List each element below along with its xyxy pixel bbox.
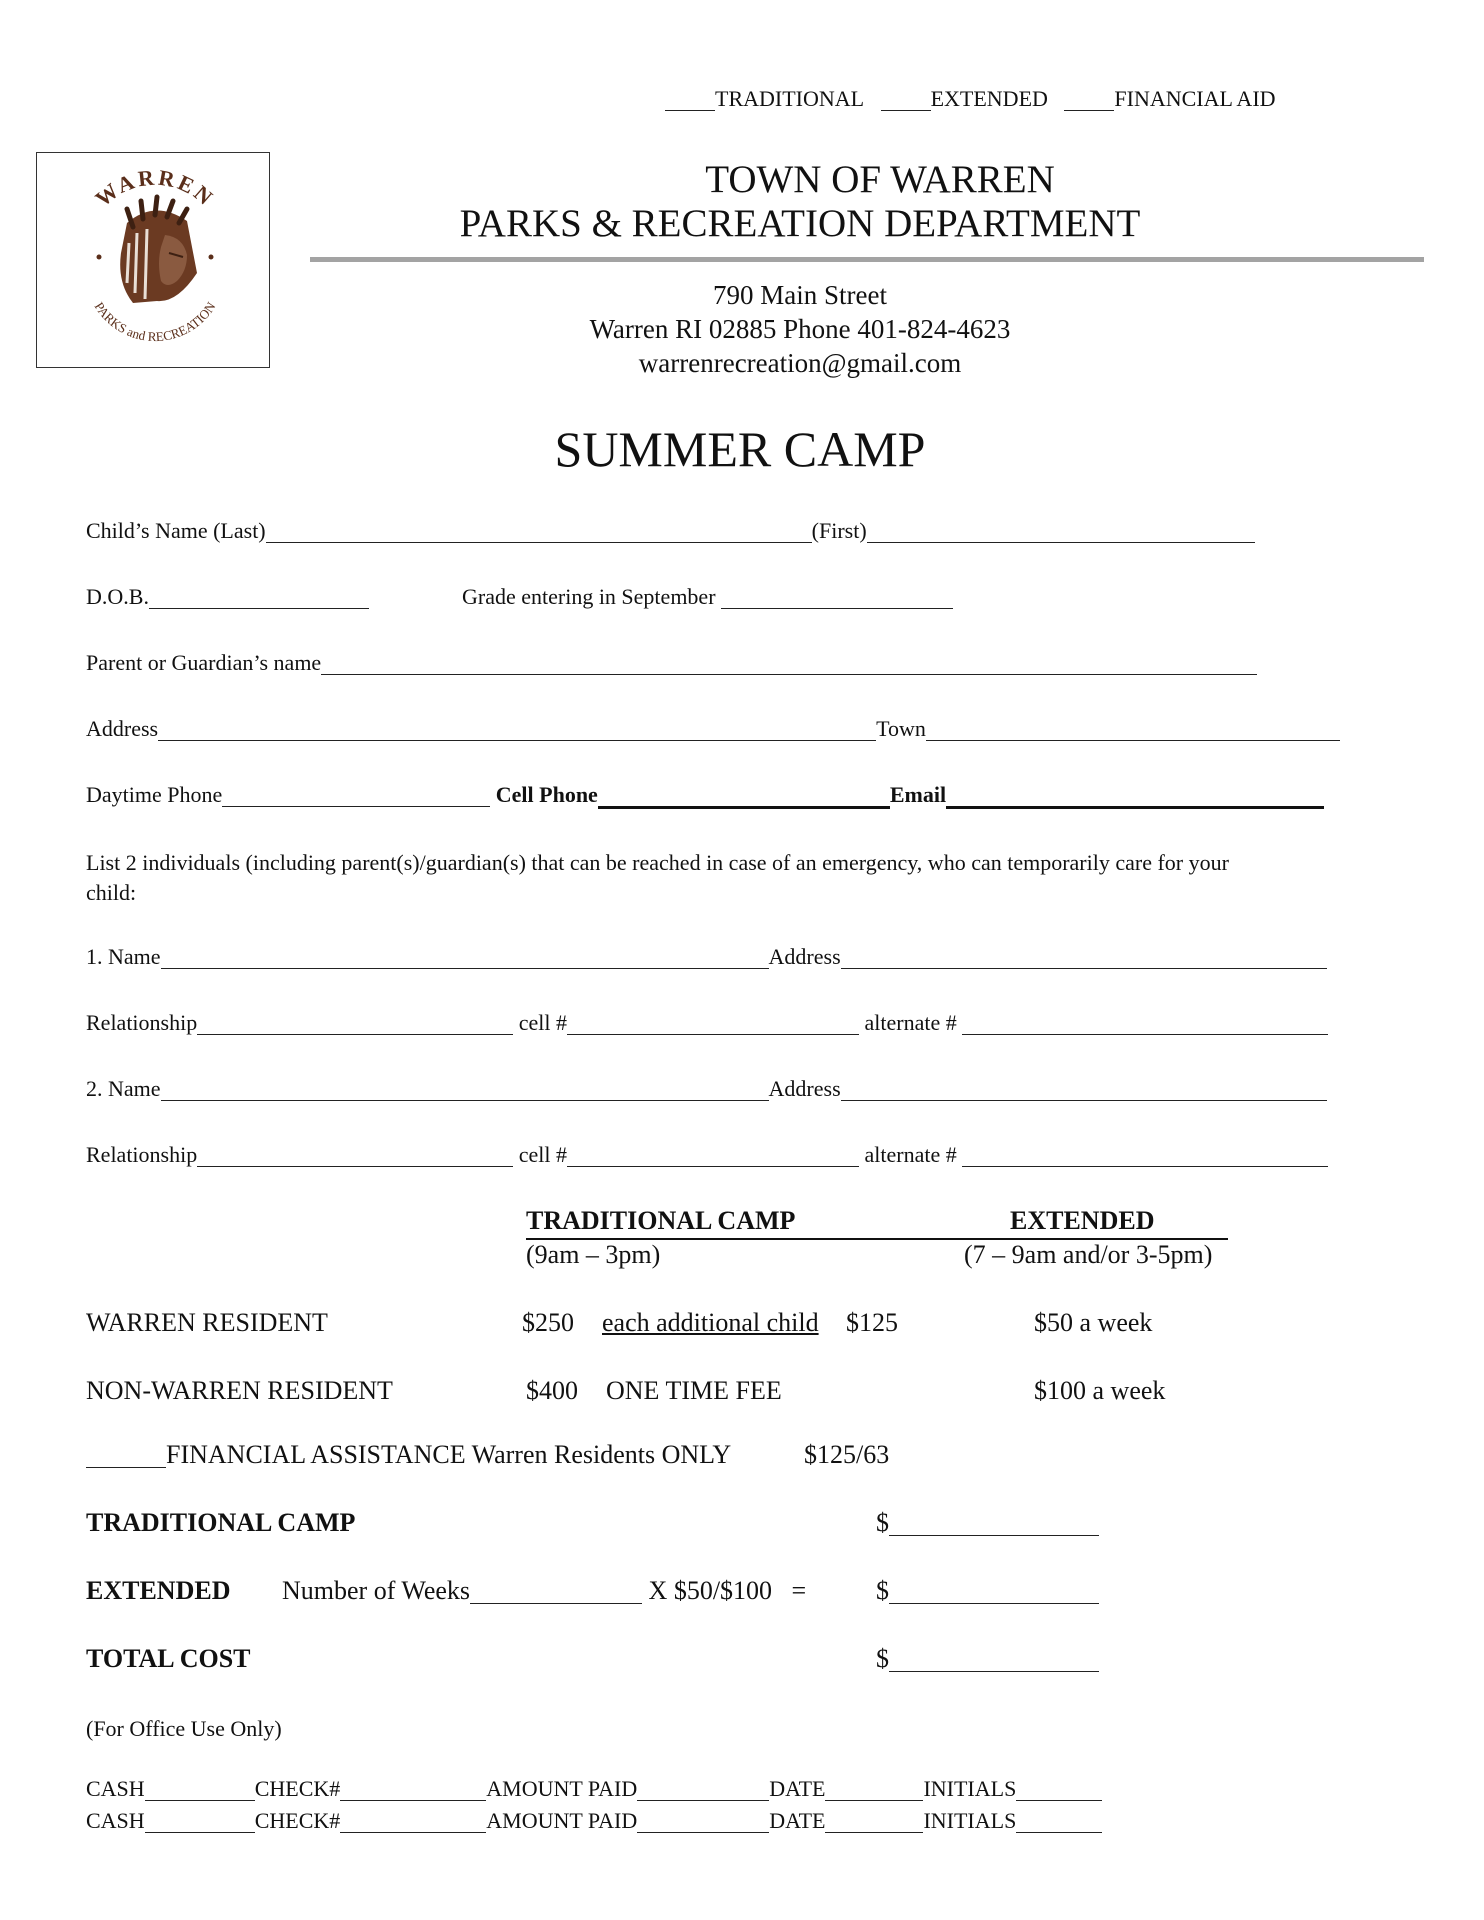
child-first-name-input[interactable] — [867, 520, 1255, 543]
cash-label: CASH — [86, 1808, 145, 1833]
contact2-relationship-row — [86, 1142, 1328, 1168]
financial-assistance-price: $125/63 — [804, 1440, 890, 1469]
initials-input[interactable] — [1016, 1810, 1102, 1833]
dob-label: D.O.B. — [86, 584, 149, 609]
header-divider — [310, 257, 1424, 262]
header-title — [300, 158, 1460, 202]
phone-row — [86, 782, 1324, 808]
chief-head-icon — [120, 197, 197, 303]
contact1-alternate-label: alternate # — [864, 1010, 957, 1035]
weeks-row — [282, 1576, 806, 1606]
contact1-name-input[interactable] — [161, 946, 769, 969]
financial-assistance-label: FINANCIAL ASSISTANCE Warren Residents ONLY — [166, 1440, 732, 1469]
office-row-2 — [86, 1808, 1102, 1834]
town-label: Town — [876, 716, 926, 741]
emergency-intro-line1: List 2 individuals (including parent(s)/guardian(s) that can be reached in case of an emergency, who can temporarily care for your — [86, 850, 1229, 875]
cash-input[interactable] — [145, 1810, 255, 1833]
top-options — [665, 86, 1276, 112]
grade-label: Grade entering in September — [462, 584, 716, 609]
traditional-total-row — [876, 1508, 1099, 1538]
address-label: Address — [86, 716, 159, 741]
initials-input[interactable] — [1016, 1778, 1102, 1801]
number-of-weeks-label: Number of Weeks — [282, 1576, 471, 1605]
contact2-alternate-label: alternate # — [864, 1142, 957, 1167]
total-dollar-sign: $ — [876, 1644, 889, 1673]
emergency-intro-line2: child: — [86, 880, 137, 905]
department-title: PARKS & RECREATION DEPARTMENT — [459, 202, 1141, 245]
grade-row — [462, 584, 953, 610]
financial-aid-option-label: FINANCIAL AID — [1114, 86, 1276, 111]
town-title: TOWN OF WARREN — [705, 158, 1055, 201]
contact1-name-row — [86, 944, 1327, 970]
extended-dollar-sign: $ — [876, 1576, 889, 1605]
check-label: CHECK# — [254, 1776, 341, 1801]
contact1-cell-label: cell # — [518, 1010, 567, 1035]
parent-row — [86, 650, 1257, 676]
date-label: DATE — [769, 1776, 826, 1801]
date-input[interactable] — [825, 1810, 923, 1833]
contact1-address-input[interactable] — [841, 946, 1327, 969]
header-contact — [300, 278, 1300, 380]
dob-input[interactable] — [149, 586, 369, 609]
traditional-hours: (9am – 3pm) — [526, 1240, 661, 1269]
logo-bottom-text: PARKS and RECREATION — [91, 299, 219, 345]
extended-total-label: EXTENDED — [86, 1576, 231, 1605]
cell-phone-input[interactable] — [598, 784, 890, 809]
amount-paid-input[interactable] — [637, 1810, 769, 1833]
extended-header: EXTENDED — [1010, 1206, 1155, 1235]
cash-label: CASH — [86, 1776, 145, 1801]
address-row — [86, 716, 1340, 742]
extended-total-row — [876, 1576, 1099, 1606]
total-cost-label: TOTAL COST — [86, 1644, 251, 1673]
contact2-name-input[interactable] — [161, 1078, 769, 1101]
traditional-camp-total-label: TRADITIONAL CAMP — [86, 1508, 356, 1537]
email-input[interactable] — [946, 784, 1324, 809]
child-last-name-label: Child’s Name (Last) — [86, 518, 266, 543]
traditional-option-label: TRADITIONAL — [715, 86, 865, 111]
dob-row — [86, 584, 369, 610]
equals-sign: = — [791, 1576, 807, 1605]
contact-email: warrenrecreation@gmail.com — [638, 348, 962, 378]
logo-frame — [36, 152, 270, 368]
traditional-dollar-sign: $ — [876, 1508, 889, 1537]
cash-input[interactable] — [145, 1778, 255, 1801]
daytime-phone-label: Daytime Phone — [86, 782, 223, 807]
city-phone: Warren RI 02885 Phone 401-824-4623 — [589, 314, 1011, 344]
amount-paid-label: AMOUNT PAID — [486, 1808, 638, 1833]
extended-option-label: EXTENDED — [930, 86, 1048, 111]
check-input[interactable] — [340, 1810, 486, 1833]
contact2-alternate-input[interactable] — [962, 1144, 1328, 1167]
warren-logo — [37, 153, 269, 367]
email-label: Email — [889, 782, 947, 807]
address-input[interactable] — [158, 718, 876, 741]
child-first-name-label: (First) — [811, 518, 867, 543]
nonresident-weekly-price: $100 a week — [1034, 1376, 1166, 1405]
contact2-cell-label: cell # — [518, 1142, 567, 1167]
total-cost-row — [876, 1644, 1099, 1674]
initials-label: INITIALS — [923, 1808, 1017, 1833]
contact1-address-label: Address — [768, 944, 841, 969]
emergency-intro — [86, 848, 1406, 908]
contact2-cell-input[interactable] — [567, 1144, 859, 1167]
date-input[interactable] — [825, 1778, 923, 1801]
office-use-heading: (For Office Use Only) — [86, 1716, 282, 1741]
contact1-cell-input[interactable] — [567, 1012, 859, 1035]
check-input[interactable] — [340, 1778, 486, 1801]
extended-total-input[interactable] — [889, 1581, 1099, 1604]
amount-paid-label: AMOUNT PAID — [486, 1776, 638, 1801]
resident-weekly-price: $50 a week — [1034, 1308, 1153, 1337]
town-input[interactable] — [926, 718, 1340, 741]
contact2-address-label: Address — [768, 1076, 841, 1101]
daytime-phone-input[interactable] — [222, 784, 490, 807]
contact2-relationship-label: Relationship — [86, 1142, 198, 1167]
form-title: SUMMER CAMP — [554, 421, 926, 477]
total-cost-input[interactable] — [889, 1649, 1099, 1672]
contact2-relationship-input[interactable] — [197, 1144, 513, 1167]
number-of-weeks-input[interactable] — [470, 1581, 642, 1604]
check-label: CHECK# — [254, 1808, 341, 1833]
traditional-camp-header: TRADITIONAL CAMP — [526, 1206, 796, 1235]
warren-resident-label: WARREN RESIDENT — [86, 1308, 328, 1337]
parent-input[interactable] — [321, 652, 1257, 675]
child-name-row — [86, 518, 1255, 544]
additional-child-label: each additional child — [602, 1308, 819, 1337]
contact1-relationship-label: Relationship — [86, 1010, 198, 1035]
financial-assistance-check-blank[interactable] — [86, 1445, 166, 1468]
street-address: 790 Main Street — [713, 280, 887, 310]
contact1-alternate-input[interactable] — [962, 1012, 1328, 1035]
extended-check-blank[interactable] — [881, 88, 931, 111]
cell-phone-label: Cell Phone — [495, 782, 598, 807]
logo-top-text: WARREN — [90, 164, 220, 212]
traditional-check-blank[interactable] — [665, 88, 715, 111]
department-title-wrap — [300, 202, 1300, 246]
financial-assistance-row — [86, 1440, 731, 1470]
resident-price: $250 — [522, 1308, 574, 1337]
contact2-name-row — [86, 1076, 1327, 1102]
traditional-total-input[interactable] — [889, 1513, 1099, 1536]
contact1-relationship-row — [86, 1010, 1328, 1036]
non-warren-resident-label: NON-WARREN RESIDENT — [86, 1376, 393, 1405]
financial-aid-check-blank[interactable] — [1064, 88, 1114, 111]
parent-label: Parent or Guardian’s name — [86, 650, 322, 675]
contact1-relationship-input[interactable] — [197, 1012, 513, 1035]
weekly-multiplier: X $50/$100 — [648, 1576, 773, 1605]
one-time-fee-label: ONE TIME FEE — [606, 1376, 782, 1405]
extended-hours: (7 – 9am and/or 3-5pm) — [964, 1240, 1213, 1269]
date-label: DATE — [769, 1808, 826, 1833]
contact2-address-input[interactable] — [841, 1078, 1327, 1101]
svg-text:PARKS and RECREATION — [92, 299, 219, 344]
grade-input[interactable] — [721, 586, 953, 609]
office-row-1 — [86, 1776, 1102, 1802]
contact1-name-label: 1. Name — [86, 944, 161, 969]
initials-label: INITIALS — [923, 1776, 1017, 1801]
amount-paid-input[interactable] — [637, 1778, 769, 1801]
additional-child-price: $125 — [846, 1308, 898, 1337]
child-last-name-input[interactable] — [266, 520, 812, 543]
nonresident-price: $400 — [526, 1376, 578, 1405]
contact2-name-label: 2. Name — [86, 1076, 161, 1101]
